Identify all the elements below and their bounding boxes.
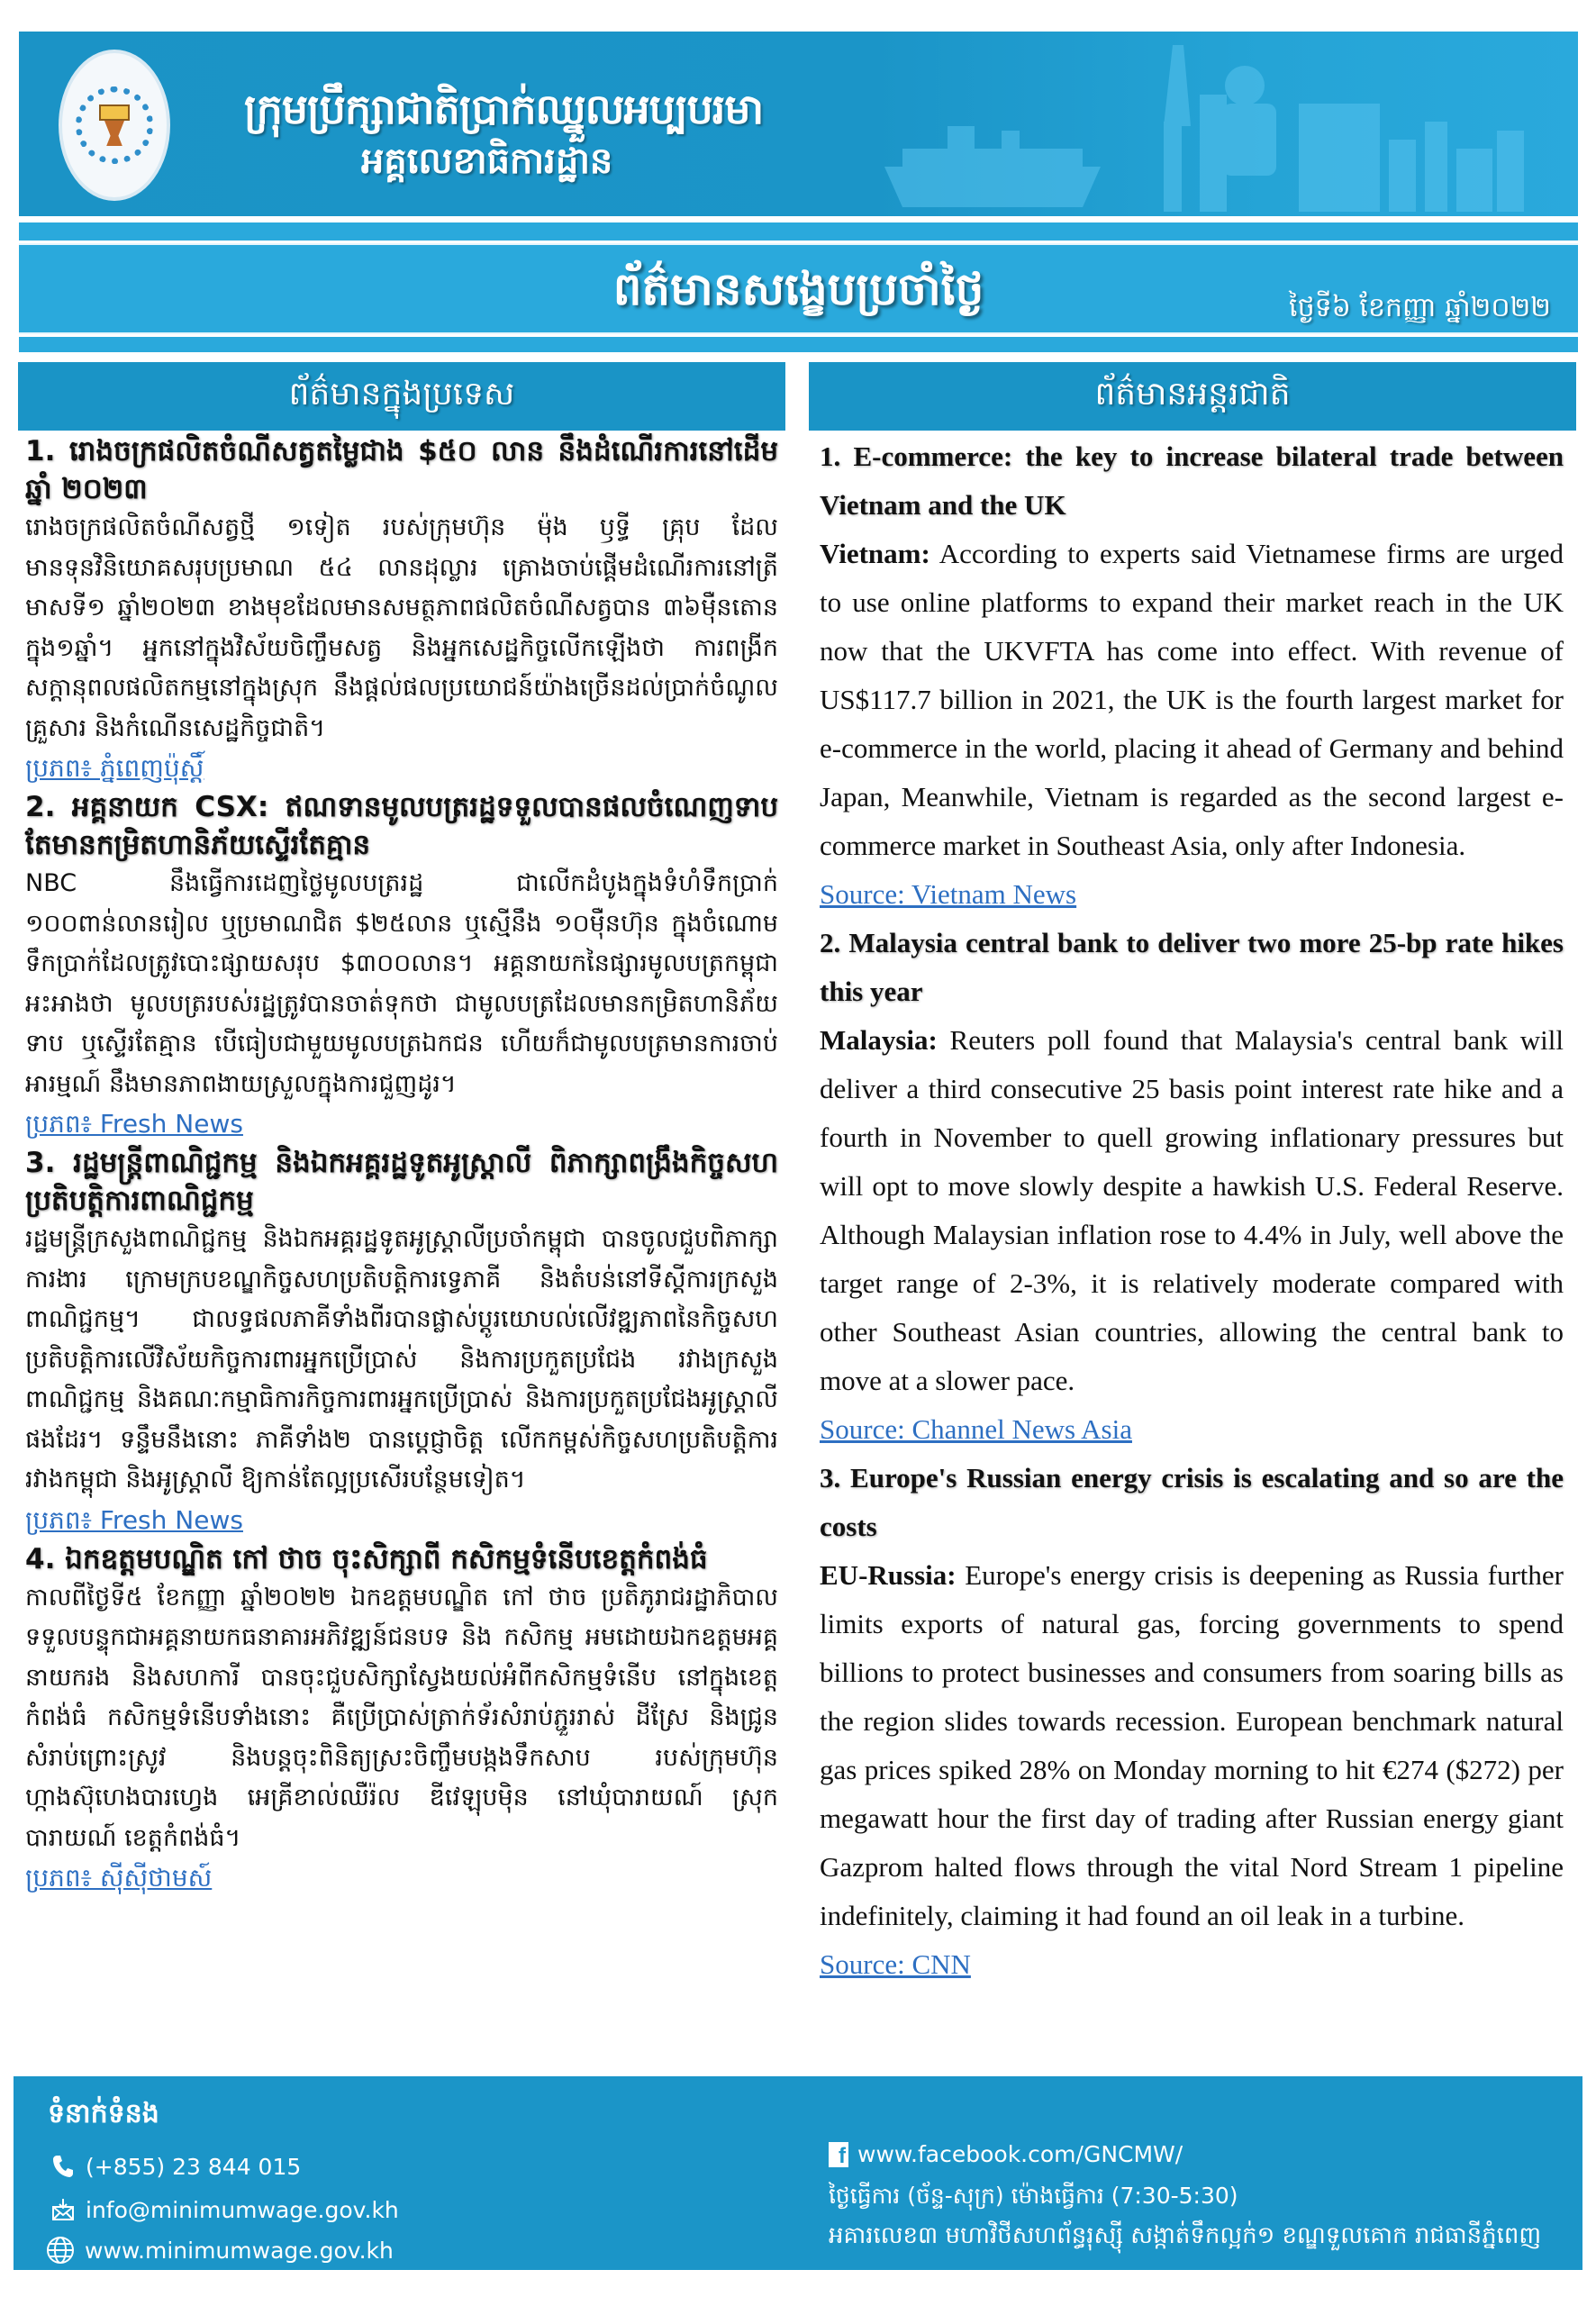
website-url[interactable]: www.minimumwage.gov.kh xyxy=(85,2237,394,2264)
news-source-link[interactable]: Source: CNN xyxy=(820,1948,971,1980)
news-item xyxy=(25,432,778,788)
news-body-text: According to experts said Vietnamese firms are urged to use online platforms to expand their market reach in the UK now that the UKVFTA has come into effect. With revenue of US$117.7 billion in 2021, the UK is the fourth largest market for e-commerce in the world, placing it ahead of Germany and behind Japan, Meanwhile, Vietnam is regarded as the second largest e-commerce market in Southeast Asia, only after Indonesia. xyxy=(820,538,1564,861)
domestic-news-heading: ព័ត៌មានក្នុងប្រទេស xyxy=(18,362,785,431)
news-item xyxy=(820,432,1564,919)
council-emblem-icon xyxy=(97,104,131,146)
page-title: ព័ត៌មានសង្ខេបប្រចាំថ្ងៃ xyxy=(612,263,984,315)
office-hours: ថ្ងៃធ្វើការ (ច័ន្ទ-សុក្រ) ម៉ោងធ្វើការ (7:30-5:30) xyxy=(829,2183,1238,2209)
news-body xyxy=(820,1016,1564,1405)
news-body xyxy=(820,530,1564,870)
news-body: រដ្ឋមន្ត្រីក្រសួងពាណិជ្ជកម្ម និងឯកអគ្គរដ្ឋទូតអូស្ត្រាលីប្រចាំកម្ពុជា បានចូលជួបពិភាក្សាការងារ ក្រោមក្របខណ្ឌកិច្ចសហប្រតិបត្តិការទ្វេភាគី និងតំបន់នៅទីស្តីការក្រសួងពាណិជ្ជកម្ម។ ជាលទ្ធផលភាគីទាំងពីរបានផ្លាស់ប្តូរយោបល់លើវឌ្ឍភាពនៃកិច្ចសហប្រតិបត្តិការលើវិស័យកិច្ចការពារអ្នកប្រើប្រាស់ និងការប្រកួតប្រជែង រវាងក្រសួងពាណិជ្ជកម្ម និងគណៈកម្មាធិការកិច្ចការពារអ្នកប្រើប្រាស់ និងការប្រកួតប្រជែងអូស្ត្រាលីផងដែរ។ ទន្ទឹមនឹងនោះ ភាគីទាំង២ បានប្តេជ្ញាចិត្ត លើកកម្ពស់កិច្ចសហប្រតិបត្តិការរវាងកម្ពុជា និងអូស្ត្រាលី ឱ្យកាន់តែល្អប្រសើរបន្ថែមទៀត។ xyxy=(25,1225,778,1493)
news-country-label: Malaysia: xyxy=(820,1024,938,1056)
title-band xyxy=(19,243,1578,334)
international-news-heading: ព័ត៌មានអន្តរជាតិ xyxy=(809,362,1576,431)
email-icon xyxy=(50,2196,77,2223)
news-source-link[interactable]: ប្រភព៖ Fresh News xyxy=(25,1504,243,1535)
facebook-url[interactable]: www.facebook.com/GNCMW/ xyxy=(857,2141,1183,2167)
news-title: 2. Malaysia central bank to deliver two more 25-bp rate hikes this year xyxy=(820,927,1564,1007)
news-source-link[interactable]: ប្រភព៖ Fresh News xyxy=(25,1109,243,1139)
news-item xyxy=(820,1454,1564,1989)
facebook-icon: f xyxy=(829,2142,848,2167)
issue-date: ថ្ងៃទី៦ ខែកញ្ញា ឆ្នាំ២០២២ xyxy=(1289,292,1551,323)
news-body: NBC នឹងធ្វើការដេញថ្លៃមូលបត្ររដ្ឋ ជាលើកដំបូងក្នុងទំហំទឹកប្រាក់ ១០០ពាន់លានរៀល ឬប្រមាណជិត $២៥លាន ឬស្មើនឹង ១០ម៉ឺនហ៊ុន ក្នុងចំណោមទឹកប្រាក់ដែលត្រូវបោះផ្សាយសរុប $៣០០លាន។ អគ្គនាយកនៃផ្សារមូលបត្រកម្ពុជា អះអាងថា មូលបត្ររបស់រដ្ឋត្រូវបានចាត់ទុកថា ជាមូលបត្រដែលមានកម្រិតហានិភ័យទាប ឬស្ទើរតែគ្មាន បើធៀបជាមួយមូលបត្រឯកជន ហើយក៏ជាមូលបត្រមានការចាប់អារម្មណ៍ នឹងមានភាពងាយស្រួលក្នុងការជួញដូរ។ xyxy=(25,869,778,1098)
news-item xyxy=(820,919,1564,1454)
header-stripe-bottom xyxy=(19,337,1578,352)
news-title: 3. Europe's Russian energy crisis is escalating and so are the costs xyxy=(820,1462,1564,1542)
news-country-label: EU-Russia: xyxy=(820,1559,957,1591)
council-logo xyxy=(59,50,170,201)
news-title: 2. អគ្គនាយក CSX: ឥណទានមូលបត្ររដ្ឋទទួលបានផលចំណេញទាប តែមានកម្រិតហានិភ័យស្ទើរតែគ្មាន xyxy=(25,791,778,861)
international-news-column xyxy=(820,432,1564,1989)
email-contact xyxy=(50,2196,399,2223)
news-item xyxy=(25,1540,778,1899)
gear-icon xyxy=(76,86,153,164)
news-source-link[interactable]: ប្រភព៖ ភ្នំពេញប៉ុស្តិ៍ xyxy=(25,753,204,783)
news-source-link[interactable]: Source: Channel News Asia xyxy=(820,1413,1132,1445)
news-body: រោងចក្រផលិតចំណីសត្វថ្មី ១ទៀត របស់ក្រុមហ៊ុន ម៉ុង ឫទ្ធី គ្រុប ដែលមានទុនវិនិយោគសរុបប្រមាណ ៥៤ លានដុល្លារ គ្រោងចាប់ផ្តើមដំណើរការនៅត្រីមាសទី១ ឆ្នាំ២០២៣ ខាងមុខដែលមានសមត្ថភាពផលិតចំណីសត្វបាន ៣៦ម៉ឺនតោន ក្នុង១ឆ្នាំ។ អ្នកនៅក្នុងវិស័យចិញ្ចឹមសត្វ និងអ្នកសេដ្ឋកិច្ចលើកឡើងថា ការពង្រីកសក្តានុពលផលិតកម្មនៅក្នុងស្រុក នឹងផ្តល់ផលប្រយោជន៍យ៉ាងច្រើនដល់ប្រាក់ចំណូលគ្រួសារ និងកំណើនសេដ្ឋកិច្ចជាតិ។ xyxy=(25,513,778,742)
contact-heading: ទំនាក់ទំនង xyxy=(48,2098,159,2129)
footer-contact xyxy=(14,2076,1582,2270)
news-source-link[interactable]: ប្រភព៖ ស៊ីស៊ីថាមស៍ xyxy=(25,1863,213,1893)
news-item xyxy=(25,788,778,1144)
city-port-illustration-icon xyxy=(866,41,1551,216)
office-address: អគារលេខ៣ មហាវិថីសហព័ន្ធរុស្ស៊ី សង្កាត់ទឹកល្អក់១ ខណ្ឌទួលគោក រាជធានីភ្នំពេញ xyxy=(829,2222,1542,2249)
news-title: 1. E-commerce: the key to increase bilateral trade between Vietnam and the UK xyxy=(820,440,1564,521)
news-body xyxy=(820,1551,1564,1940)
news-title: 3. រដ្ឋមន្ត្រីពាណិជ្ជកម្ម និងឯកអគ្គរដ្ឋទូតអូស្ត្រាលី ពិភាក្សាពង្រឹងកិច្ចសហប្រតិបត្តិការពាណិជ្ជកម្ម xyxy=(25,1147,778,1217)
domestic-news-column xyxy=(25,432,778,1898)
news-country-label: Vietnam: xyxy=(820,538,930,569)
header-banner xyxy=(19,32,1578,216)
facebook-contact xyxy=(829,2141,1183,2167)
header-stripe-top xyxy=(19,222,1578,241)
news-title: 4. ឯកឧត្តមបណ្ឌិត កៅ ថាច ចុះសិក្សាពី កសិកម្មទំនើបខេត្តកំពង់ធំ xyxy=(25,1542,708,1575)
phone-contact xyxy=(50,2153,301,2180)
phone-number: (+855) 23 844 015 xyxy=(86,2153,302,2180)
news-body-text: Europe's energy crisis is deepening as Russia further limits exports of natural gas, forcing governments to spend billions to protect businesses and consumers from soaring bills as the region slides towards recession. European benchmark natural gas prices spiked 28% on Monday morning to hit €274 ($272) per megawatt hour the first day of trading after Russian energy giant Gazprom halted flows through the vital Nord Stream 1 pipeline indefinitely, claiming it had found an oil leak in a turbine. xyxy=(820,1559,1564,1931)
organization-subtitle: អគ្គលេខាធិការដ្ឋាន xyxy=(361,141,613,182)
news-body-text: Reuters poll found that Malaysia's central bank will deliver a third consecutive 25 basis point interest rate hike and a fourth in November to quell growing inflationary pressures but will opt to move slowly despite a hawkish U.S. Federal Reserve. Although Malaysian inflation rose to 4.4% in July, well above the target range of 2-3%, it is relatively moderate compared with other Southeast Asian countries, allowing the central bank to move at a slower pace. xyxy=(820,1024,1564,1396)
news-item xyxy=(25,1144,778,1540)
organization-name: ក្រុមប្រឹក្សាជាតិប្រាក់ឈ្នួលអប្បបរមា xyxy=(244,85,764,133)
phone-icon xyxy=(50,2153,77,2180)
email-address[interactable]: info@minimumwage.gov.kh xyxy=(86,2196,399,2223)
news-source-link[interactable]: Source: Vietnam News xyxy=(820,878,1077,910)
globe-icon xyxy=(45,2235,76,2265)
news-body: កាលពីថ្ងៃទី៥ ខែកញ្ញា ឆ្នាំ២០២២ ឯកឧត្តមបណ្ឌិត កៅ ថាច ប្រតិភូរាជរដ្ឋាភិបាល ទទួលបន្ទុកជាអគ្គនាយកធនាគារអភិវឌ្ឍន៍ជនបទ និង កសិកម្ម អមដោយឯកឧត្តមអគ្គនាយករង និងសហការី បានចុះជួបសិក្សាស្វែងយល់អំពីកសិកម្មទំនើប នៅក្នុងខេត្តកំពង់ធំ កសិកម្មទំនើបទាំងនោះ គឺប្រើប្រាស់ត្រាក់ទ័រសំរាប់ភ្ជួររាស់ ដីស្រែ និងជ្រូនសំរាប់ព្រោះស្រូវ និងបន្តចុះពិនិត្យស្រះចិញ្ចឹមបង្កងទឹកសាប របស់ក្រុមហ៊ុន ហ្កាងស៊ុហេងបារហ្វេង អេគ្រីខាល់ឈឺរ៉ល ឌីវេឡុបម៉ិន នៅឃុំបារាយណ៍ ស្រុកបារាយណ៍ ខេត្តកំពង់ធំ។ xyxy=(25,1583,778,1852)
website-contact xyxy=(45,2235,394,2265)
news-title: 1. រោងចក្រផលិតចំណីសត្វតម្លៃជាង $៥០ លាន នឹងដំណើរការនៅដើមឆ្នាំ ២០២៣ xyxy=(25,435,778,505)
